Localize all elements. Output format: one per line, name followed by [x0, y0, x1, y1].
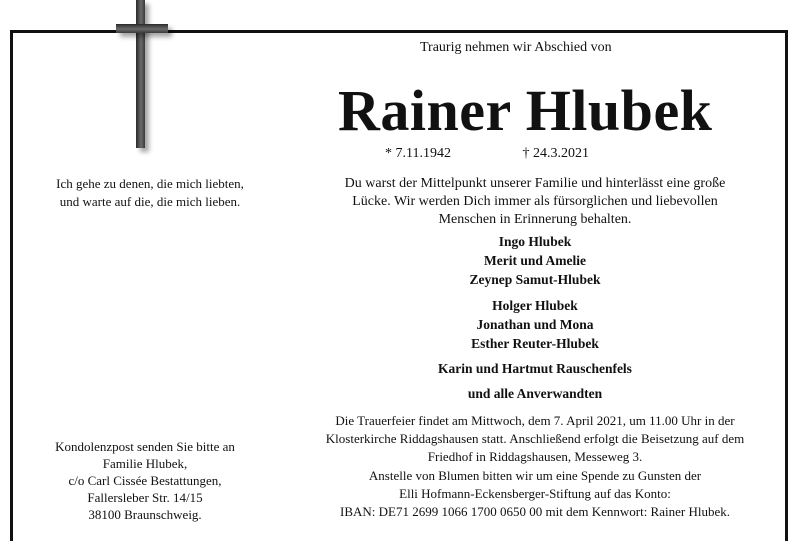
family-message — [300, 175, 770, 229]
condolence-address — [20, 438, 270, 523]
condolence-line: Familie Hlubek, — [102, 456, 188, 471]
mourner-name: Merit und Amelie — [484, 253, 586, 268]
message-line: Du warst der Mittelpunkt unserer Familie und hinterlässt eine große — [344, 176, 726, 191]
quote-line: und warte auf die, die mich lieben. — [59, 194, 241, 209]
family-group-3: Karin und Hartmut Rauschenfels — [438, 361, 632, 376]
family-group-2 — [300, 296, 770, 353]
ceremony-line: Die Trauerfeier findet am Mittwoch, dem 7. April 2021, um 11.00 Uhr in der — [335, 413, 735, 428]
memorial-quote — [30, 175, 270, 211]
death-date: † 24.3.2021 — [522, 146, 589, 161]
condolence-line: Kondolenzpost senden Sie bitte an — [55, 439, 235, 454]
mourner-name: Esther Reuter-Hlubek — [471, 336, 599, 351]
deceased-name: Rainer Hlubek — [338, 78, 713, 143]
family-group-1 — [300, 232, 770, 289]
donation-line: IBAN: DE71 2699 1066 1700 0650 00 mit dem Kennwort: Rainer Hlubek. — [340, 504, 730, 519]
mourner-name: Zeynep Samut-Hlubek — [469, 272, 601, 287]
mourner-name: Jonathan und Mona — [476, 317, 594, 332]
donation-line: Anstelle von Blumen bitten wir um eine Spende zu Gunsten der — [368, 468, 702, 483]
life-dates — [385, 146, 589, 162]
ceremony-line: Friedhof in Riddagshausen, Messeweg 3. — [427, 449, 643, 464]
condolence-line: 38100 Braunschweig. — [88, 507, 202, 522]
family-group-4: und alle Anverwandten — [467, 386, 603, 401]
message-line: Lücke. Wir werden Dich immer als fürsorglichen und liebevollen — [352, 194, 718, 209]
intro-text: Traurig nehmen wir Abschied von — [420, 40, 612, 55]
mourner-name: Ingo Hlubek — [498, 234, 572, 249]
donation-line: Elli Hofmann-Eckensberger-Stiftung auf das Konto: — [399, 486, 671, 501]
ceremony-info — [300, 412, 770, 466]
mourner-name: Holger Hlubek — [492, 298, 578, 313]
message-line: Menschen in Erinnerung behalten. — [438, 212, 632, 227]
ceremony-line: Klosterkirche Riddagshausen statt. Anschließend erfolgt die Beisetzung auf dem — [325, 431, 745, 446]
donation-info — [300, 467, 770, 521]
cross-icon — [112, 0, 172, 150]
birth-date: * 7.11.1942 — [385, 146, 451, 161]
condolence-line: c/o Carl Cissée Bestattungen, — [68, 473, 222, 488]
condolence-line: Fallersleber Str. 14/15 — [87, 490, 203, 505]
quote-line: Ich gehe zu denen, die mich liebten, — [56, 176, 244, 191]
